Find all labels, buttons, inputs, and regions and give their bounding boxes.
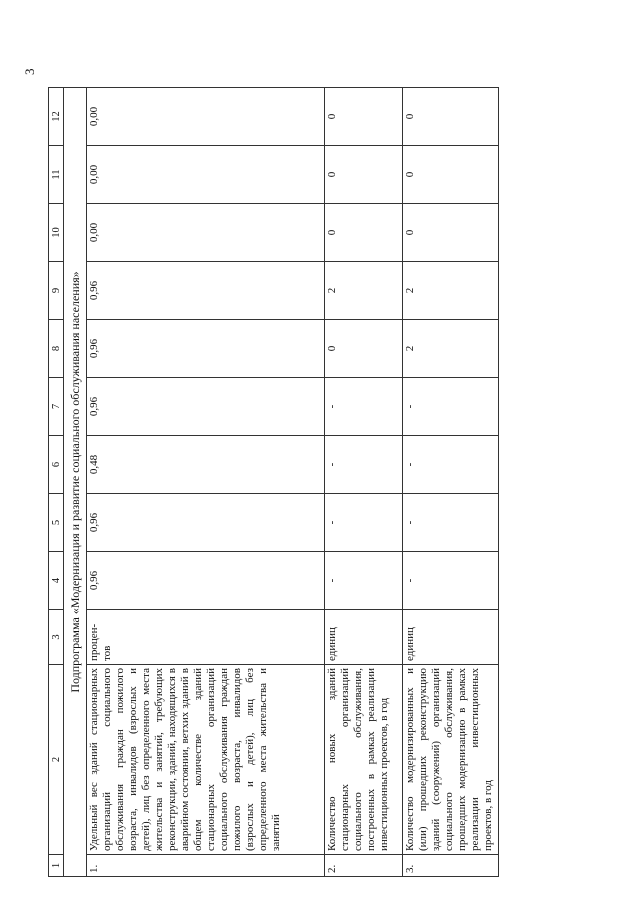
row-number: 1. xyxy=(87,855,325,877)
indicator-value: - xyxy=(403,552,499,610)
indicator-value: 2 xyxy=(403,262,499,320)
column-header: 8 xyxy=(49,320,64,378)
indicator-value: 0,96 xyxy=(87,552,325,610)
indicator-name: Количество модернизированных и (или) прошедших реконструкцию зданий (сооружений) организаций социального обслуживания, прошедших модернизацию в рамках реализации инвестиционных проектов, в год xyxy=(403,665,499,855)
page-number: 3 xyxy=(22,68,37,75)
column-header: 6 xyxy=(49,436,64,494)
indicator-value: 0 xyxy=(403,88,499,146)
row-number: 3. xyxy=(403,855,499,877)
table-row xyxy=(87,88,325,877)
indicator-value: 0,00 xyxy=(87,88,325,146)
table-row xyxy=(403,88,499,877)
column-header: 5 xyxy=(49,494,64,552)
indicator-value: 0 xyxy=(325,146,403,204)
column-header: 12 xyxy=(49,88,64,146)
column-header: 2 xyxy=(49,665,64,855)
indicator-value: 0,96 xyxy=(87,320,325,378)
indicator-name: Количество новых зданий стационарных организаций социального обслуживания, построенных в рамках реализации инвестиционных проектов, в год xyxy=(325,665,403,855)
column-header: 11 xyxy=(49,146,64,204)
indicator-value: 0 xyxy=(325,204,403,262)
indicator-value: 0 xyxy=(403,146,499,204)
column-header: 1 xyxy=(49,855,64,877)
indicator-value: - xyxy=(403,494,499,552)
indicator-value: - xyxy=(325,552,403,610)
indicator-value: 0,96 xyxy=(87,378,325,436)
indicator-value: - xyxy=(325,378,403,436)
indicator-name: Удельный вес зданий стационарных организаций социального обслуживания граждан пожилого возраста, инвалидов (взрослых и детей), лиц без определенного места жительства и занятий, требующих реконструкции, зданий, находящихся в аварийном состоянии, ветхих зданий в общем количестве зданий стационарных организаций социального обслуживания граждан пожилого возраста, инвалидов (взрослых и детей), лиц без определенного места жительства и занятий xyxy=(87,665,325,855)
table-row xyxy=(325,88,403,877)
column-header: 7 xyxy=(49,378,64,436)
column-header: 4 xyxy=(49,552,64,610)
subprogram-title: Подпрограмма «Модернизация и развитие социального обслуживания населения» xyxy=(64,88,87,877)
indicator-value: 0 xyxy=(325,320,403,378)
indicator-value: 0,00 xyxy=(87,204,325,262)
indicator-value: 0,96 xyxy=(87,262,325,320)
indicator-value: 0,48 xyxy=(87,436,325,494)
indicator-value: 0,96 xyxy=(87,494,325,552)
indicator-value: 0 xyxy=(325,88,403,146)
indicator-table xyxy=(48,87,499,877)
column-header: 3 xyxy=(49,610,64,665)
indicator-value: 0 xyxy=(403,204,499,262)
indicator-unit: процен-тов xyxy=(87,610,325,665)
indicator-value: 2 xyxy=(325,262,403,320)
column-number-row xyxy=(49,88,64,877)
column-header: 10 xyxy=(49,204,64,262)
indicator-value: 2 xyxy=(403,320,499,378)
indicator-unit: единиц xyxy=(403,610,499,665)
indicator-value: - xyxy=(325,494,403,552)
subprogram-row xyxy=(64,88,87,877)
indicator-value: - xyxy=(403,436,499,494)
indicator-unit: единиц xyxy=(325,610,403,665)
indicator-value: - xyxy=(403,378,499,436)
indicator-value: - xyxy=(325,436,403,494)
row-number: 2. xyxy=(325,855,403,877)
column-header: 9 xyxy=(49,262,64,320)
indicator-value: 0,00 xyxy=(87,146,325,204)
